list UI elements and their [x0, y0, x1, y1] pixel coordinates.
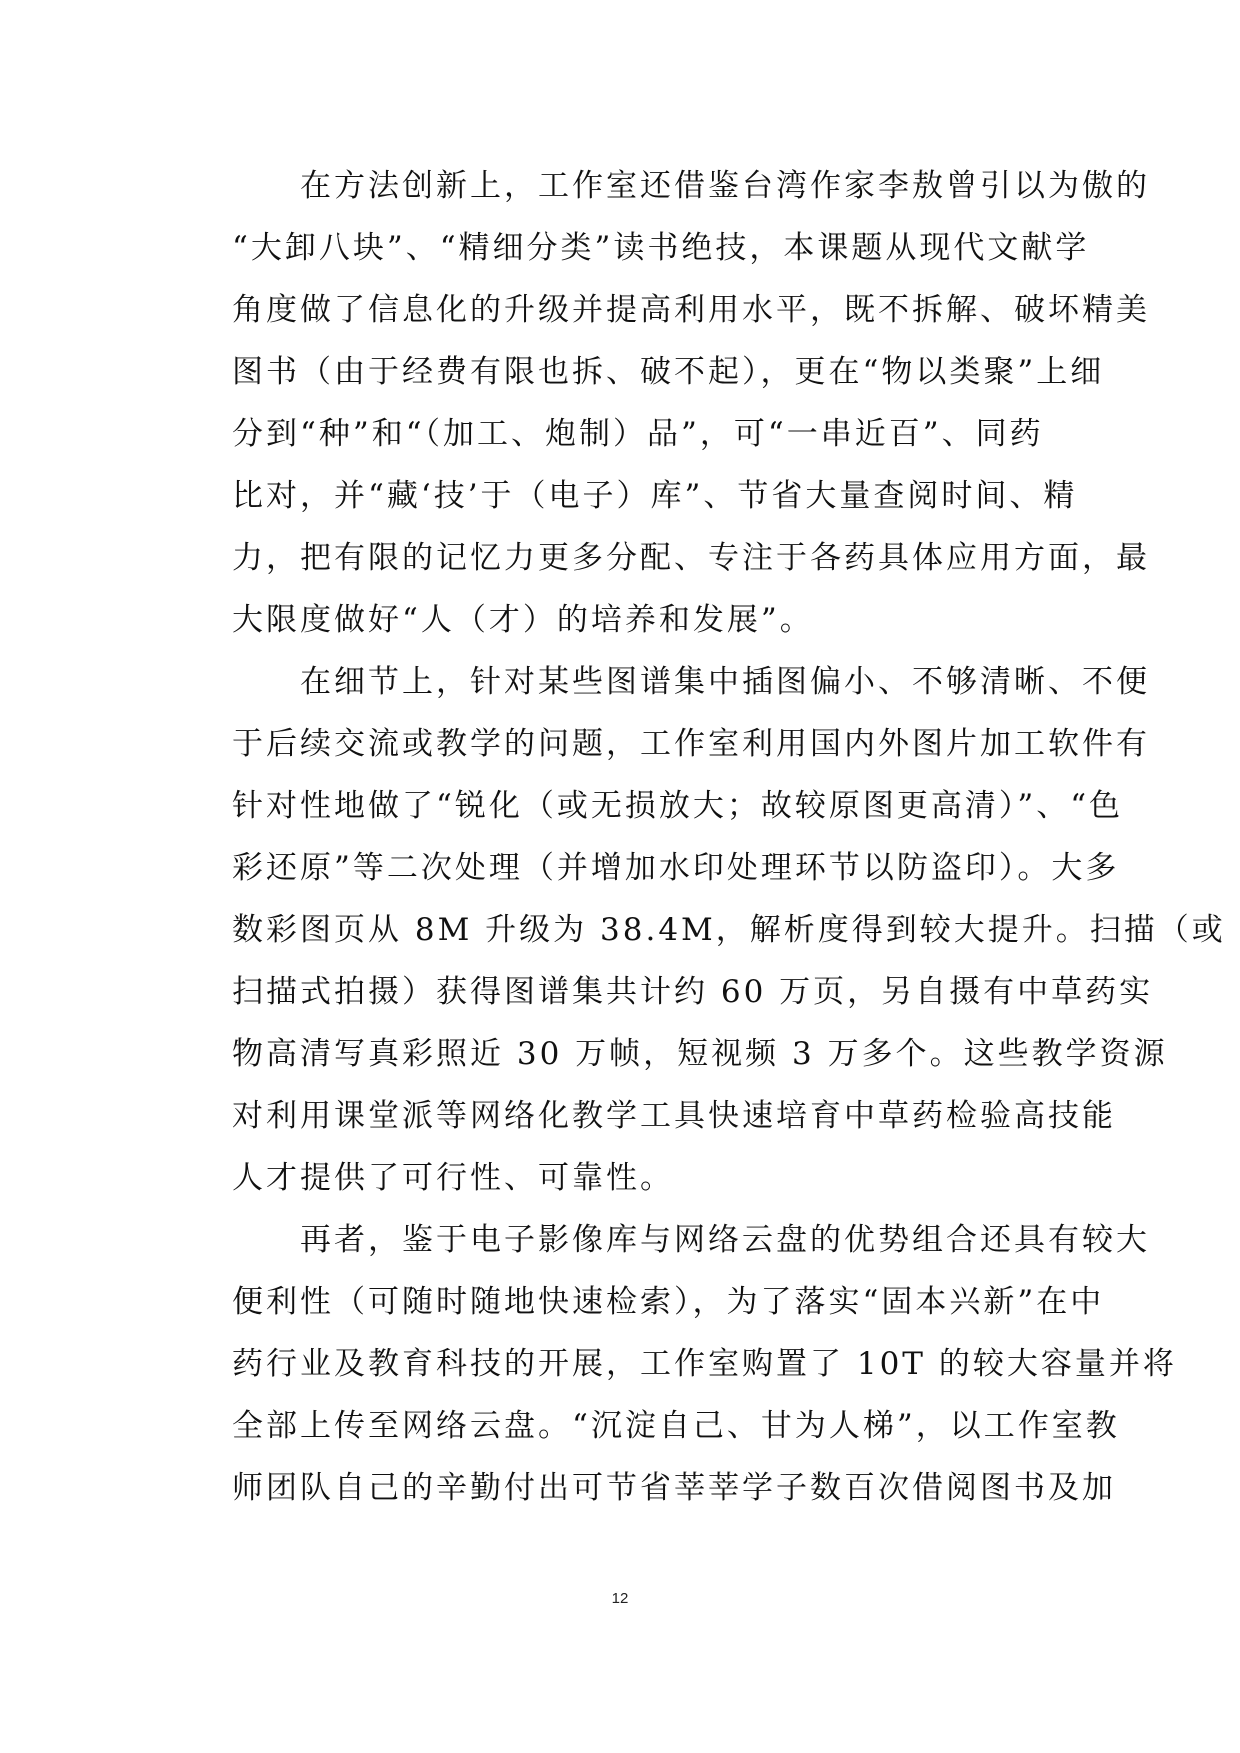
text-line: 在方法创新上，工作室还借鉴台湾作家李敖曾引以为傲的: [232, 168, 1150, 204]
text-line: 图书（由于经费有限也拆、破不起），更在“物以类聚”上细: [232, 354, 1105, 390]
text-line: 大限度做好“人（才）的培养和发展”。: [232, 602, 814, 638]
body-text: [232, 155, 1226, 1519]
text-line: 人才提供了可行性、可靠性。: [232, 1160, 674, 1196]
text-line: 便利性（可随时随地快速检索），为了落实“固本兴新”在中: [232, 1284, 1105, 1320]
text-line: 物高清写真彩照近 30 万帧，短视频 3 万多个。这些教学资源: [232, 1036, 1168, 1072]
page-number: 12: [611, 1590, 629, 1607]
text-line: 药行业及教育科技的开展，工作室购置了 10T 的较大容量并将: [232, 1346, 1177, 1382]
text-line: 数彩图页从 8M 升级为 38.4M，解析度得到较大提升。扫描（或: [232, 912, 1226, 948]
text-line: 比对，并“藏‘技’于（电子）库”、节省大量查阅时间、精: [232, 478, 1078, 514]
text-line: “大卸八块”、“精细分类”读书绝技，本课题从现代文献学: [232, 230, 1090, 266]
text-line: 对利用课堂派等网络化教学工具快速培育中草药检验高技能: [232, 1098, 1116, 1134]
text-line: 针对性地做了“锐化（或无损放大；故较原图更高清）”、“色: [232, 788, 1124, 824]
text-line: 力，把有限的记忆力更多分配、专注于各药具体应用方面，最: [232, 540, 1150, 576]
text-line: 角度做了信息化的升级并提高利用水平，既不拆解、破坏精美: [232, 292, 1150, 328]
text-line: 全部上传至网络云盘。“沉淀自己、甘为人梯”，以工作室教: [232, 1408, 1120, 1444]
text-line: 彩还原”等二次处理（并增加水印处理环节以防盗印）。大多: [232, 850, 1120, 886]
text-line: 扫描式拍摄）获得图谱集共计约 60 万页，另自摄有中草药实: [232, 974, 1154, 1010]
text-line: 在细节上，针对某些图谱集中插图偏小、不够清晰、不便: [232, 664, 1150, 700]
text-line: 再者，鉴于电子影像库与网络云盘的优势组合还具有较大: [232, 1222, 1150, 1258]
text-line: 于后续交流或教学的问题，工作室利用国内外图片加工软件有: [232, 726, 1150, 762]
text-line: 分到“种”和“（加工、炮制）品”，可“一串近百”、同药: [232, 416, 1044, 452]
text-line: 师团队自己的辛勤付出可节省莘莘学子数百次借阅图书及加: [232, 1470, 1116, 1506]
